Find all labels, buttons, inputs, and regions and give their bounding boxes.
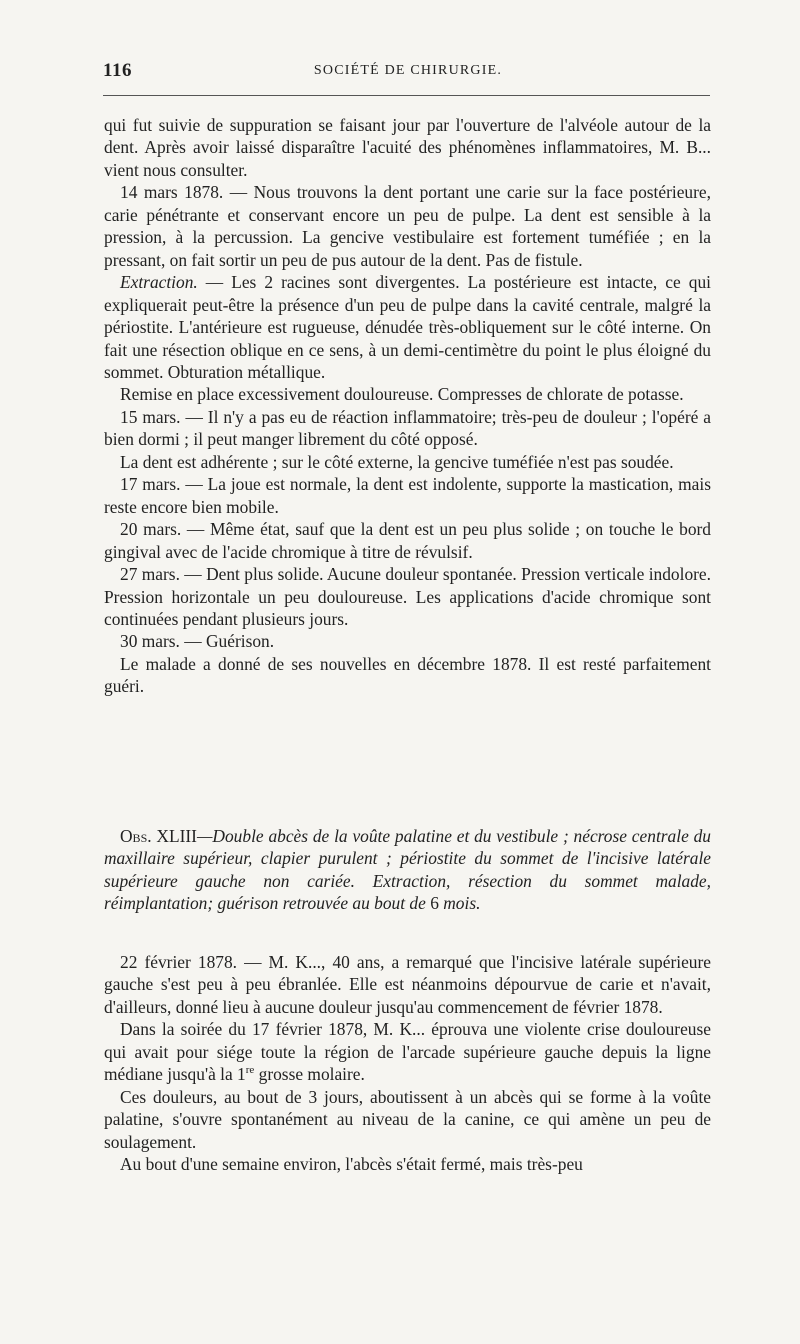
observation-title-number: 6 (430, 893, 439, 914)
paragraph: Le malade a donné de ses nouvelles en décembre 1878. Il est resté parfaitement guéri. (104, 653, 711, 697)
extraction-lead: Extraction. (120, 272, 198, 293)
paragraph: Au bout d'une semaine environ, l'abcès s'était fermé, mais très-peu (120, 1154, 583, 1175)
paragraph: Remise en place excessivement douloureuse. Compresses de chlorate de potasse. (120, 384, 684, 405)
superscript: re (245, 1064, 255, 1077)
paragraph: 15 mars. — Il n'y a pas eu de réaction inflammatoire; très-peu de douleur ; l'opéré a bien dormi ; il peut manger librement du côté opposé. (104, 406, 711, 450)
paragraph: 27 mars. — Dent plus solide. Aucune douleur spontanée. Pression verticale indolore. Pression horizontale un peu douloureuse. Les applications d'acide chromique sont continuées pendant plusieurs jours. (104, 564, 711, 629)
paragraph: 22 février 1878. — M. K..., 40 ans, a remarqué que l'incisive latérale supérieure gauche s'est peu à peu ébranlée. Elle est néanmoins dépourvue de carie et n'avait, d'ailleurs, donné lieu à aucune douleur jusqu'au commencement de février 1878. (104, 952, 711, 1017)
header-rule (103, 95, 710, 96)
page-header (103, 60, 713, 90)
observation-label: Obs. XLIII (120, 826, 197, 846)
paragraph: qui fut suivie de suppuration se faisant jour par l'ouverture de l'alvéole autour de la dent. Après avoir laissé disparaître l'acuité des phénomènes inflammatoires, M. B... vient nous consulter. (104, 115, 711, 180)
paragraph: La dent est adhérente ; sur le côté externe, la gencive tuméfiée n'est pas soudée. (120, 451, 674, 472)
paragraph (104, 271, 711, 383)
paragraph-rest: — Les 2 racines sont divergentes. La postérieure est intacte, ce qui expliquerait peut-être la présence d'un peu de pulpe dans la cavité centrale, malgré la périostite. L'antérieure est rugueuse, dénudée très-obliquement sur le côté interne. On fait une résection oblique en ce sens, à un demi-centimètre du point le plus éloigné du sommet. Obturation métallique. (104, 272, 711, 382)
paragraph: Ces douleurs, au bout de 3 jours, aboutissent à un abcès qui se forme à la voûte palatine, s'ouvre spontanément au niveau de la canine, ce qui amène un peu de soulagement. (104, 1086, 711, 1152)
paragraph-part: Dans la soirée du 17 février 1878, M. K... éprouva une violente crise douloureuse qui avait pour siége toute la région de l'arcade supérieure gauche depuis la ligne médiane jusqu'à la 1 (104, 1019, 711, 1085)
paragraph: 17 mars. — La joue est normale, la dent est indolente, supporte la mastication, mais reste encore bien mobile. (104, 474, 711, 517)
page-number: 116 (103, 60, 132, 81)
observation-title-end: mois. (438, 893, 481, 914)
body-text-2 (104, 951, 711, 1176)
paragraph: 14 mars 1878. — Nous trouvons la dent portant une carie sur la face postérieure, carie pénétrante et conservant encore un peu de pulpe. La dent est sensible à la pression, à la percussion. La gencive vestibulaire est fortement tuméfiée ; en la pressant, on fait sortir un peu de pus autour de la dent. Pas de fistule. (104, 182, 711, 270)
observation-title: —Double abcès de la voûte palatine et du vestibule ; nécrose centrale du maxillaire supérieur, clapier purulent ; périostite du sommet de l'incisive latérale supérieure gauche non cariée. Extraction, résection du sommet malade, réimplantation; guérison retrouvée au bout de (104, 826, 711, 914)
paragraph (104, 1018, 711, 1085)
running-head: SOCIÉTÉ DE CHIRURGIE. (313, 63, 503, 78)
paragraph: 20 mars. — Même état, sauf que la dent est un peu plus solide ; on touche le bord gingival avec de l'acide chromique à titre de révulsif. (104, 519, 711, 562)
body-text (104, 114, 711, 698)
observation-heading (104, 825, 711, 915)
paragraph-part: grosse molaire. (254, 1064, 365, 1085)
paragraph: 30 mars. — Guérison. (120, 631, 275, 652)
